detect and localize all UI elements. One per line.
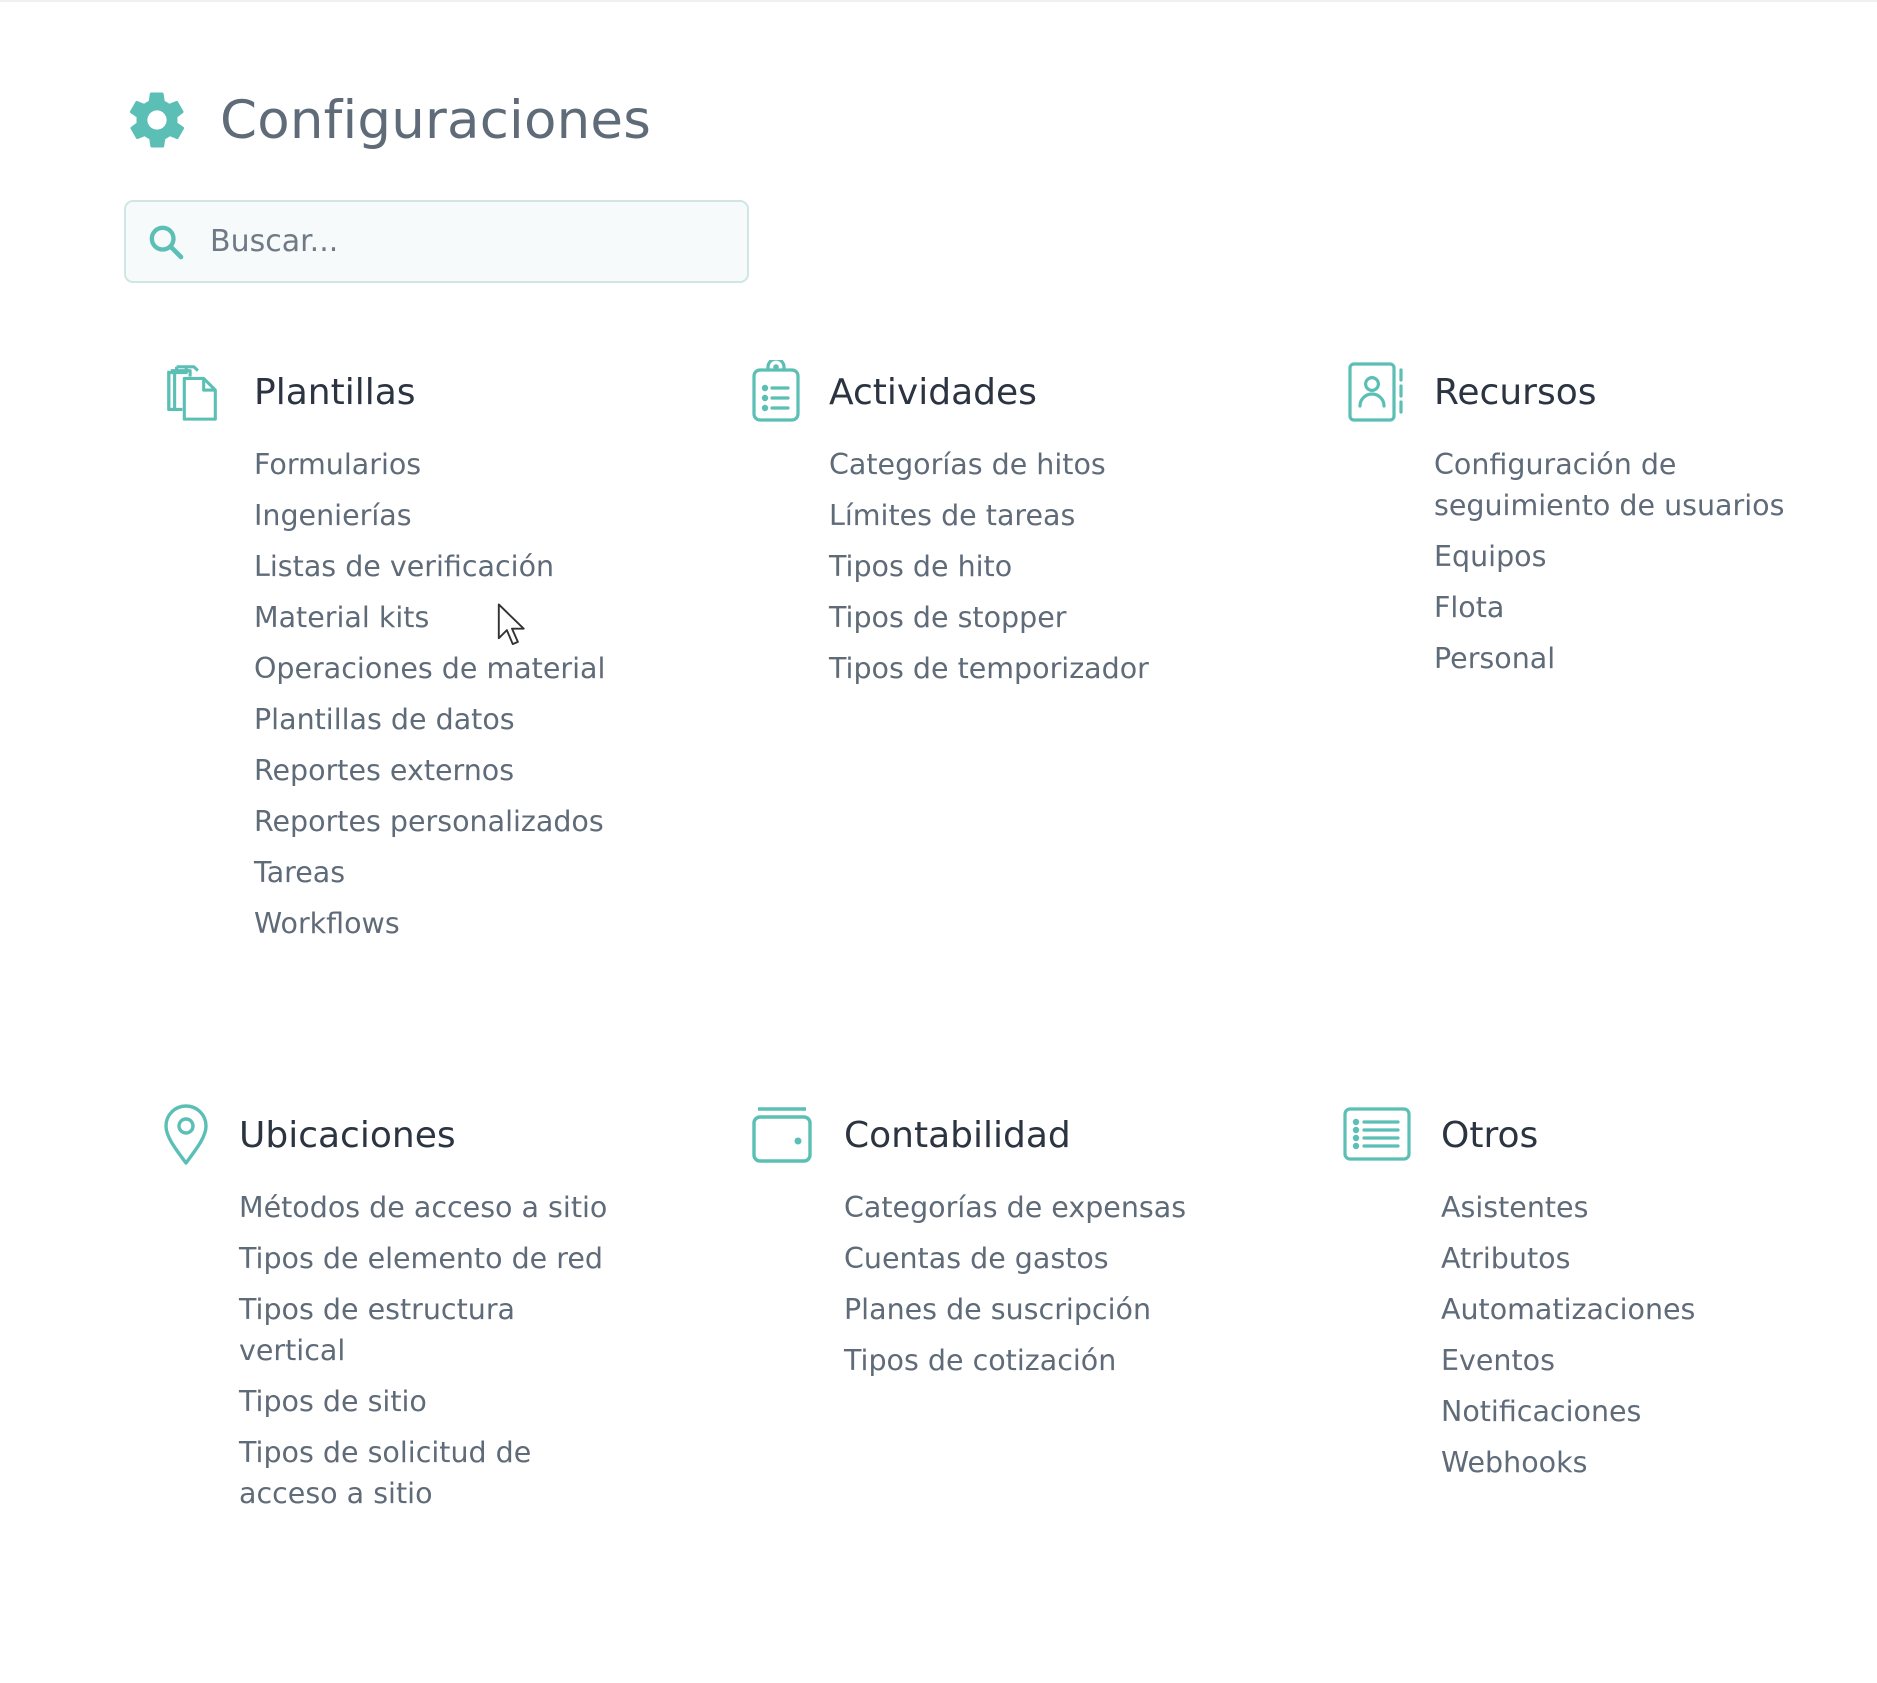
section-title: Actividades [829,372,1037,413]
mouse-pointer-icon [497,603,527,647]
otros-links [1441,1187,1821,1493]
link-webhooks[interactable]: Webhooks [1441,1446,1588,1479]
link-reportes-personalizados[interactable]: Reportes personalizados [254,805,604,838]
plantillas-links [254,444,614,954]
link-workflows[interactable]: Workflows [254,907,400,940]
wallet-icon [750,1105,814,1165]
link-automatizaciones[interactable]: Automatizaciones [1441,1293,1696,1326]
link-tipos-temporizador[interactable]: Tipos de temporizador [829,652,1149,685]
gear-icon [124,87,190,153]
link-flota[interactable]: Flota [1434,591,1505,624]
link-material-kits[interactable]: Material kits [254,601,430,634]
search-icon [146,222,186,262]
link-config-seguimiento-usuarios[interactable]: Configuración de seguimiento de usuarios [1434,448,1785,522]
link-tipos-elemento-red[interactable]: Tipos de elemento de red [239,1242,603,1275]
link-metodos-acceso-sitio[interactable]: Métodos de acceso a sitio [239,1191,608,1224]
link-eventos[interactable]: Eventos [1441,1344,1555,1377]
recursos-links [1434,444,1814,689]
link-formularios[interactable]: Formularios [254,448,422,481]
section-title: Ubicaciones [239,1115,456,1156]
link-operaciones-material[interactable]: Operaciones de material [254,652,606,685]
link-personal[interactable]: Personal [1434,642,1556,675]
link-tipos-stopper[interactable]: Tipos de stopper [829,601,1067,634]
link-tareas[interactable]: Tareas [254,856,346,889]
link-categorias-hitos[interactable]: Categorías de hitos [829,448,1106,481]
link-asistentes[interactable]: Asistentes [1441,1191,1589,1224]
page-title: Configuraciones [220,89,652,151]
link-cuentas-gastos[interactable]: Cuentas de gastos [844,1242,1109,1275]
templates-icon [163,361,225,423]
link-notificaciones[interactable]: Notificaciones [1441,1395,1642,1428]
map-pin-icon [159,1103,213,1167]
link-tipos-estructura-vertical[interactable]: Tipos de estructura vertical [239,1293,515,1367]
search-box[interactable] [124,200,749,283]
top-divider [0,0,1877,2]
section-title: Otros [1441,1115,1539,1156]
ubicaciones-links [239,1187,609,1524]
link-atributos[interactable]: Atributos [1441,1242,1571,1275]
section-title: Contabilidad [844,1115,1071,1156]
link-listas-verificacion[interactable]: Listas de verificación [254,550,555,583]
link-reportes-externos[interactable]: Reportes externos [254,754,515,787]
link-ingenierias[interactable]: Ingenierías [254,499,412,532]
contact-book-icon [1346,360,1406,424]
link-tipos-cotizacion[interactable]: Tipos de cotización [844,1344,1117,1377]
link-equipos[interactable]: Equipos [1434,540,1547,573]
contabilidad-links [844,1187,1224,1391]
link-plantillas-datos[interactable]: Plantillas de datos [254,703,515,736]
link-planes-suscripcion[interactable]: Planes de suscripción [844,1293,1152,1326]
link-tipos-solicitud-acceso-sitio[interactable]: Tipos de solicitud de acceso a sitio [239,1436,532,1510]
link-categorias-expensas[interactable]: Categorías de expensas [844,1191,1187,1224]
list-icon [1342,1106,1412,1162]
section-title: Recursos [1434,372,1597,413]
link-tipos-sitio[interactable]: Tipos de sitio [239,1385,427,1418]
section-title: Plantillas [254,372,416,413]
link-tipos-hito[interactable]: Tipos de hito [829,550,1013,583]
actividades-links [829,444,1209,699]
search-input[interactable] [210,224,730,259]
page-header [124,78,651,162]
clipboard-list-icon [746,360,806,424]
link-limites-tareas[interactable]: Límites de tareas [829,499,1076,532]
